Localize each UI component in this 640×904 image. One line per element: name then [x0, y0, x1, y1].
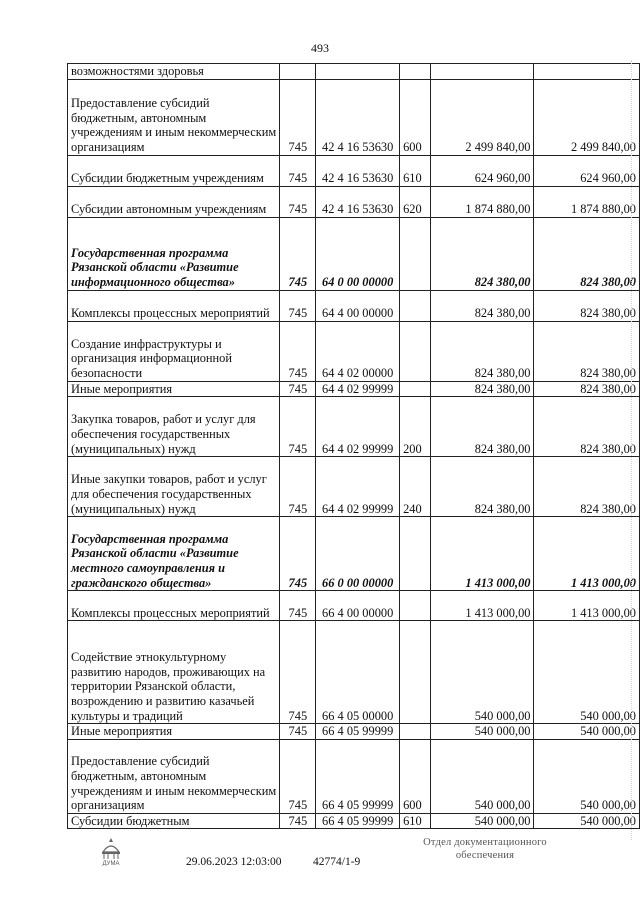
row-sum-2: 824 380,00	[534, 381, 640, 397]
table-row	[68, 321, 640, 381]
row-code: 745	[280, 186, 316, 217]
row-name: Иные мероприятия	[68, 724, 280, 740]
row-name: Содействие этнокультурному развитию народов, проживающих на территории Рязанской области, возрождению и развитию казачьей культуры и традиций	[68, 621, 280, 724]
row-sum-2: 824 380,00	[534, 290, 640, 321]
row-code: 745	[280, 621, 316, 724]
logo-text: ДУМА	[102, 861, 120, 866]
table-row	[68, 457, 640, 517]
row-code: 745	[280, 290, 316, 321]
row-target-article: 64 4 02 99999	[316, 397, 400, 457]
row-expense-type: 610	[400, 155, 431, 186]
row-name: Иные мероприятия	[68, 381, 280, 397]
row-sum-1: 1 874 880,00	[430, 186, 534, 217]
row-expense-type	[400, 290, 431, 321]
row-expense-type: 620	[400, 186, 431, 217]
row-sum-2	[534, 64, 640, 80]
row-code: 745	[280, 79, 316, 155]
row-target-article: 64 0 00 00000	[316, 217, 400, 290]
row-code: 745	[280, 155, 316, 186]
row-target-article: 66 4 00 00000	[316, 591, 400, 621]
row-code	[280, 64, 316, 80]
row-code: 745	[280, 813, 316, 829]
table-row	[68, 739, 640, 813]
table-row	[68, 621, 640, 724]
row-expense-type	[400, 591, 431, 621]
row-expense-type: 240	[400, 457, 431, 517]
row-sum-2: 624 960,00	[534, 155, 640, 186]
page-number: 493	[311, 41, 329, 55]
row-target-article: 42 4 16 53630	[316, 79, 400, 155]
row-code: 745	[280, 381, 316, 397]
row-sum-1	[430, 64, 534, 80]
row-sum-2: 824 380,00	[534, 397, 640, 457]
row-expense-type	[400, 64, 431, 80]
row-target-article: 64 4 02 00000	[316, 321, 400, 381]
row-code: 745	[280, 217, 316, 290]
row-sum-2: 1 413 000,00	[534, 517, 640, 591]
row-sum-1: 824 380,00	[430, 397, 534, 457]
row-code: 745	[280, 397, 316, 457]
row-sum-2: 540 000,00	[534, 813, 640, 829]
row-name: Государственная программа Рязанской области «Развитие информационного общества»	[68, 217, 280, 290]
row-target-article	[316, 64, 400, 80]
row-expense-type	[400, 321, 431, 381]
row-sum-1: 1 413 000,00	[430, 591, 534, 621]
table-row	[68, 813, 640, 829]
row-sum-2: 540 000,00	[534, 621, 640, 724]
table-row	[68, 186, 640, 217]
row-sum-2: 540 000,00	[534, 724, 640, 740]
row-expense-type: 200	[400, 397, 431, 457]
row-name: Субсидии бюджетным учреждениям	[68, 155, 280, 186]
row-name: Создание инфраструктуры и организация информационной безопасности	[68, 321, 280, 381]
table-row	[68, 155, 640, 186]
row-name: Закупка товаров, работ и услуг для обеспечения государственных (муниципальных) нужд	[68, 397, 280, 457]
row-expense-type	[400, 517, 431, 591]
row-sum-2: 540 000,00	[534, 739, 640, 813]
row-sum-1: 824 380,00	[430, 457, 534, 517]
row-sum-2: 824 380,00	[534, 321, 640, 381]
row-expense-type: 610	[400, 813, 431, 829]
table-row	[68, 79, 640, 155]
row-name: Комплексы процессных мероприятий	[68, 591, 280, 621]
row-expense-type: 600	[400, 739, 431, 813]
row-sum-2: 824 380,00	[534, 457, 640, 517]
row-target-article: 42 4 16 53630	[316, 155, 400, 186]
row-sum-1: 2 499 840,00	[430, 79, 534, 155]
row-expense-type	[400, 381, 431, 397]
row-name: Предоставление субсидий бюджетным, автономным учреждениям и иным некоммерческим организациям	[68, 79, 280, 155]
stamp-line-1: Отдел документационного	[423, 837, 547, 848]
row-target-article: 66 4 05 99999	[316, 739, 400, 813]
table-row	[68, 724, 640, 740]
row-target-article: 64 4 02 99999	[316, 381, 400, 397]
row-code: 745	[280, 321, 316, 381]
table-row	[68, 64, 640, 80]
row-sum-1: 824 380,00	[430, 381, 534, 397]
row-target-article: 66 4 05 00000	[316, 621, 400, 724]
row-sum-1: 540 000,00	[430, 621, 534, 724]
scan-edge-marks	[631, 60, 636, 840]
row-target-article: 64 4 02 99999	[316, 457, 400, 517]
row-expense-type	[400, 217, 431, 290]
row-name: Субсидии автономным учреждениям	[68, 186, 280, 217]
row-sum-1: 824 380,00	[430, 321, 534, 381]
row-name: возможностями здоровья	[68, 64, 280, 80]
row-expense-type	[400, 724, 431, 740]
program-row	[68, 517, 640, 591]
row-sum-2: 1 874 880,00	[534, 186, 640, 217]
footer-doc-id: 42774/1-9	[313, 856, 361, 868]
row-code: 745	[280, 591, 316, 621]
row-sum-1: 540 000,00	[430, 724, 534, 740]
table-row	[68, 591, 640, 621]
row-sum-2: 824 380,00	[534, 217, 640, 290]
table-row	[68, 290, 640, 321]
row-sum-1: 624 960,00	[430, 155, 534, 186]
row-code: 745	[280, 724, 316, 740]
footer-datetime: 29.06.2023 12:03:00	[186, 856, 282, 868]
duma-emblem-icon	[92, 836, 130, 866]
budget-table	[67, 63, 640, 829]
row-name: Предоставление субсидий бюджетным, автономным учреждениям и иным некоммерческим организациям	[68, 739, 280, 813]
row-name: Субсидии бюджетным	[68, 813, 280, 829]
row-sum-1: 540 000,00	[430, 739, 534, 813]
row-target-article: 64 4 00 00000	[316, 290, 400, 321]
row-target-article: 42 4 16 53630	[316, 186, 400, 217]
row-name: Иные закупки товаров, работ и услуг для обеспечения государственных (муниципальных) нужд	[68, 457, 280, 517]
row-expense-type: 600	[400, 79, 431, 155]
row-sum-1: 824 380,00	[430, 290, 534, 321]
row-sum-2: 1 413 000,00	[534, 591, 640, 621]
row-target-article: 66 4 05 99999	[316, 813, 400, 829]
table-row	[68, 381, 640, 397]
row-name: Комплексы процессных мероприятий	[68, 290, 280, 321]
row-target-article: 66 4 05 99999	[316, 724, 400, 740]
stamp-line-2: обеспечения	[455, 850, 515, 861]
row-sum-1: 540 000,00	[430, 813, 534, 829]
table-row	[68, 397, 640, 457]
row-code: 745	[280, 739, 316, 813]
row-code: 745	[280, 517, 316, 591]
row-expense-type	[400, 621, 431, 724]
row-sum-2: 2 499 840,00	[534, 79, 640, 155]
row-sum-1: 824 380,00	[430, 217, 534, 290]
row-sum-1: 1 413 000,00	[430, 517, 534, 591]
row-code: 745	[280, 457, 316, 517]
row-target-article: 66 0 00 00000	[316, 517, 400, 591]
program-row	[68, 217, 640, 290]
row-name: Государственная программа Рязанской области «Развитие местного самоуправления и гражданского общества»	[68, 517, 280, 591]
document-stamp	[400, 836, 570, 862]
